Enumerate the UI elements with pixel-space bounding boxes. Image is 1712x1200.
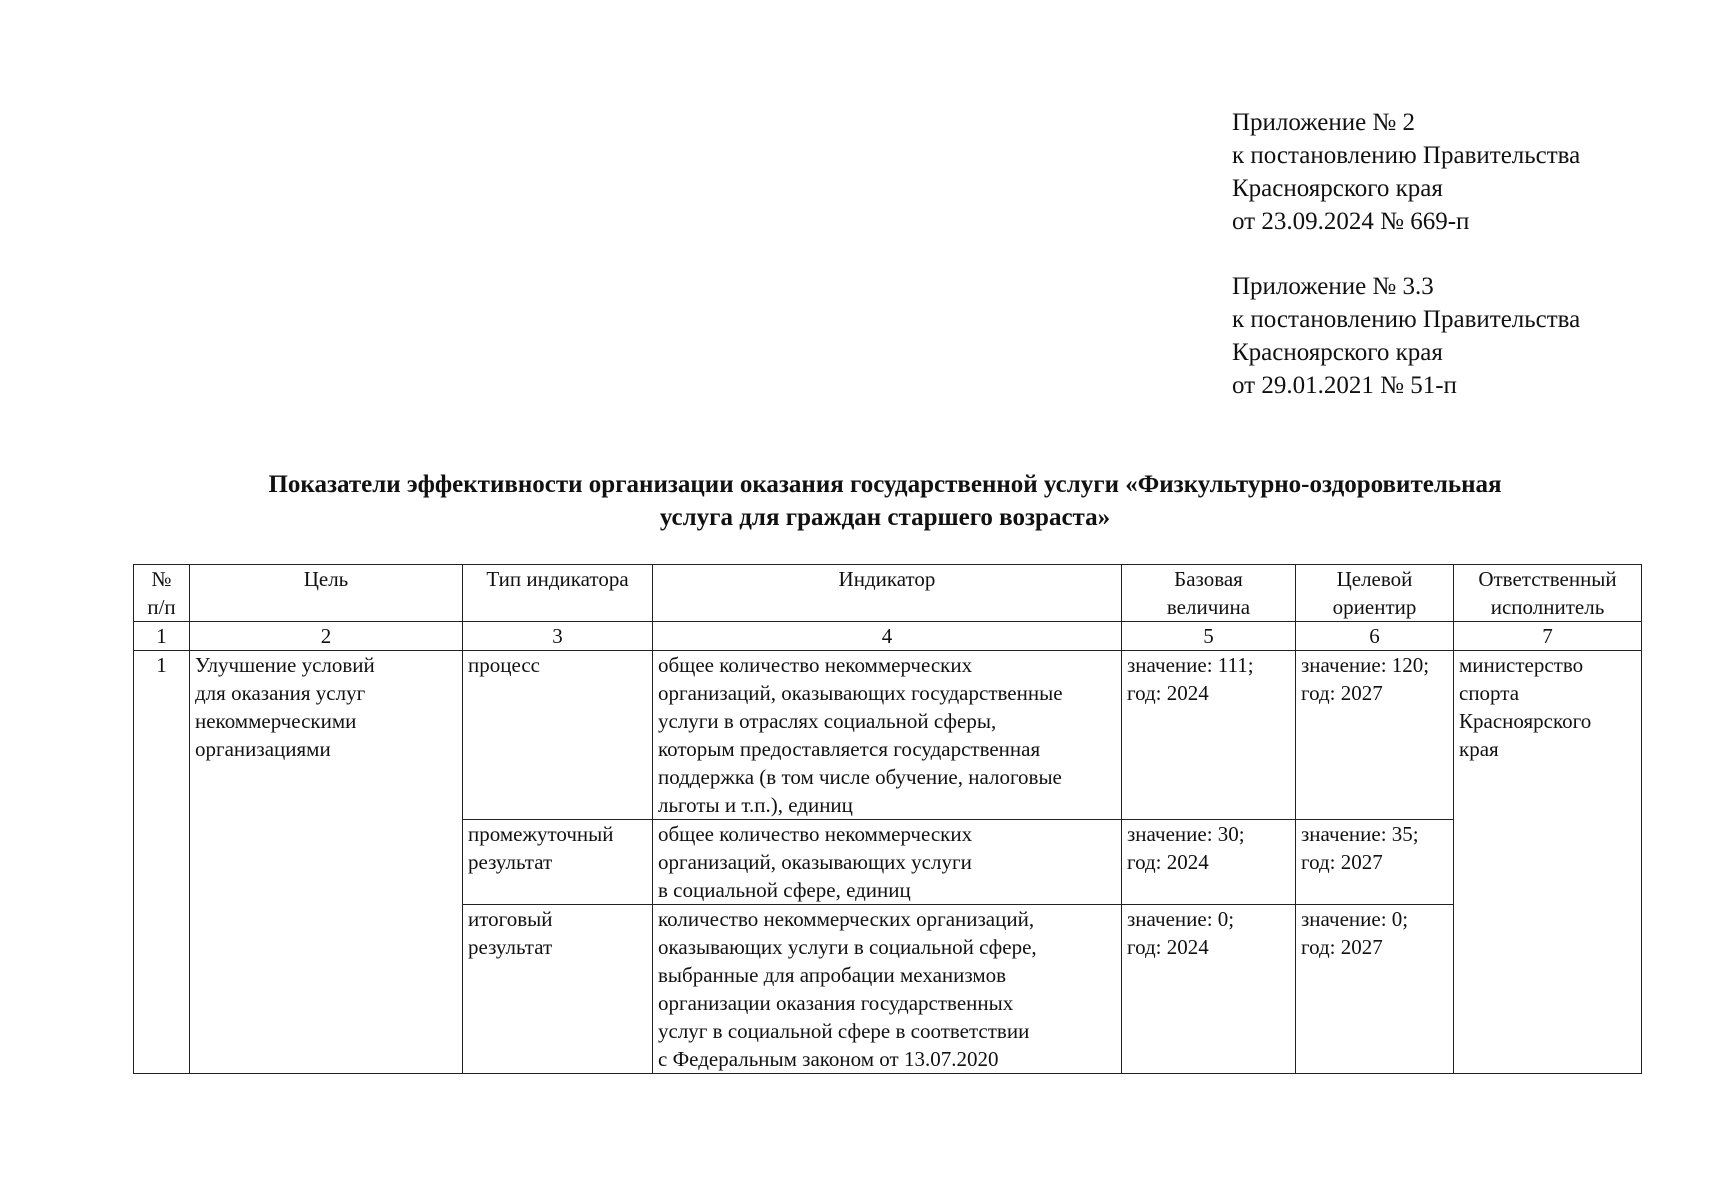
document-title [150, 468, 1620, 534]
target-value-cell: значение: 0; год: 2027 [1296, 905, 1454, 1074]
appendix-number: Приложение № 3.3 [1232, 273, 1434, 300]
column-number: 1 [134, 622, 190, 651]
header-target-value: Целевой ориентир [1296, 565, 1454, 622]
header-indicator: Индикатор [653, 565, 1122, 622]
appendix-reference: к постановлению Правительства [1232, 142, 1581, 169]
appendix-block-2 [1232, 106, 1580, 238]
goal-cell: Улучшение условий для оказания услуг некоммерческими организациями [190, 651, 463, 1074]
appendix-region: Красноярского края [1232, 339, 1443, 366]
appendix-date: от 23.09.2024 № 669-п [1232, 208, 1470, 235]
appendix-number: Приложение № 2 [1232, 109, 1416, 136]
column-number: 7 [1454, 622, 1642, 651]
header-indicator-type: Тип индикатора [463, 565, 653, 622]
indicator-type-cell: промежуточный результат [463, 820, 653, 905]
appendix-reference: к постановлению Правительства [1232, 306, 1581, 333]
appendix-date: от 29.01.2021 № 51-п [1232, 372, 1457, 399]
header-goal: Цель [190, 565, 463, 622]
indicators-table [133, 564, 1642, 1074]
header-number: № п/п [134, 565, 190, 622]
target-value-cell: значение: 120; год: 2027 [1296, 651, 1454, 820]
title-line-1: Показатели эффективности организации оказания государственной услуги «Физкультурно-оздоровительная [268, 471, 1502, 498]
indicator-type-cell: итоговый результат [463, 905, 653, 1074]
indicator-cell: общее количество некоммерческих организаций, оказывающих государственные услуги в отраслях социальной сферы, которым предоставляется государственная поддержка (в том числе обучение, налоговые льготы и т.п.), единиц [653, 651, 1122, 820]
column-number: 5 [1122, 622, 1296, 651]
appendix-region: Красноярского края [1232, 175, 1443, 202]
header-base-value: Базовая величина [1122, 565, 1296, 622]
appendix-block-3-3 [1232, 270, 1580, 402]
target-value-cell: значение: 35; год: 2027 [1296, 820, 1454, 905]
indicator-cell: количество некоммерческих организаций, оказывающих услуги в социальной сфере, выбранные для апробации механизмов организации оказания государственных услуг в социальной сфере в соответствии с Федеральным законом от 13.07.2020 [653, 905, 1122, 1074]
responsible-cell: министерство спорта Красноярского края [1454, 651, 1642, 1074]
column-number: 4 [653, 622, 1122, 651]
table-header-row [134, 565, 1642, 622]
column-number: 2 [190, 622, 463, 651]
indicator-cell: общее количество некоммерческих организаций, оказывающих услуги в социальной сфере, единиц [653, 820, 1122, 905]
column-number: 6 [1296, 622, 1454, 651]
indicator-type-cell: процесс [463, 651, 653, 820]
row-number: 1 [134, 651, 190, 1074]
base-value-cell: значение: 30; год: 2024 [1122, 820, 1296, 905]
base-value-cell: значение: 0; год: 2024 [1122, 905, 1296, 1074]
base-value-cell: значение: 111; год: 2024 [1122, 651, 1296, 820]
header-responsible: Ответственный исполнитель [1454, 565, 1642, 622]
table-row [134, 651, 1642, 820]
column-number-row [134, 622, 1642, 651]
column-number: 3 [463, 622, 653, 651]
title-line-2: услуга для граждан старшего возраста» [659, 504, 1111, 531]
